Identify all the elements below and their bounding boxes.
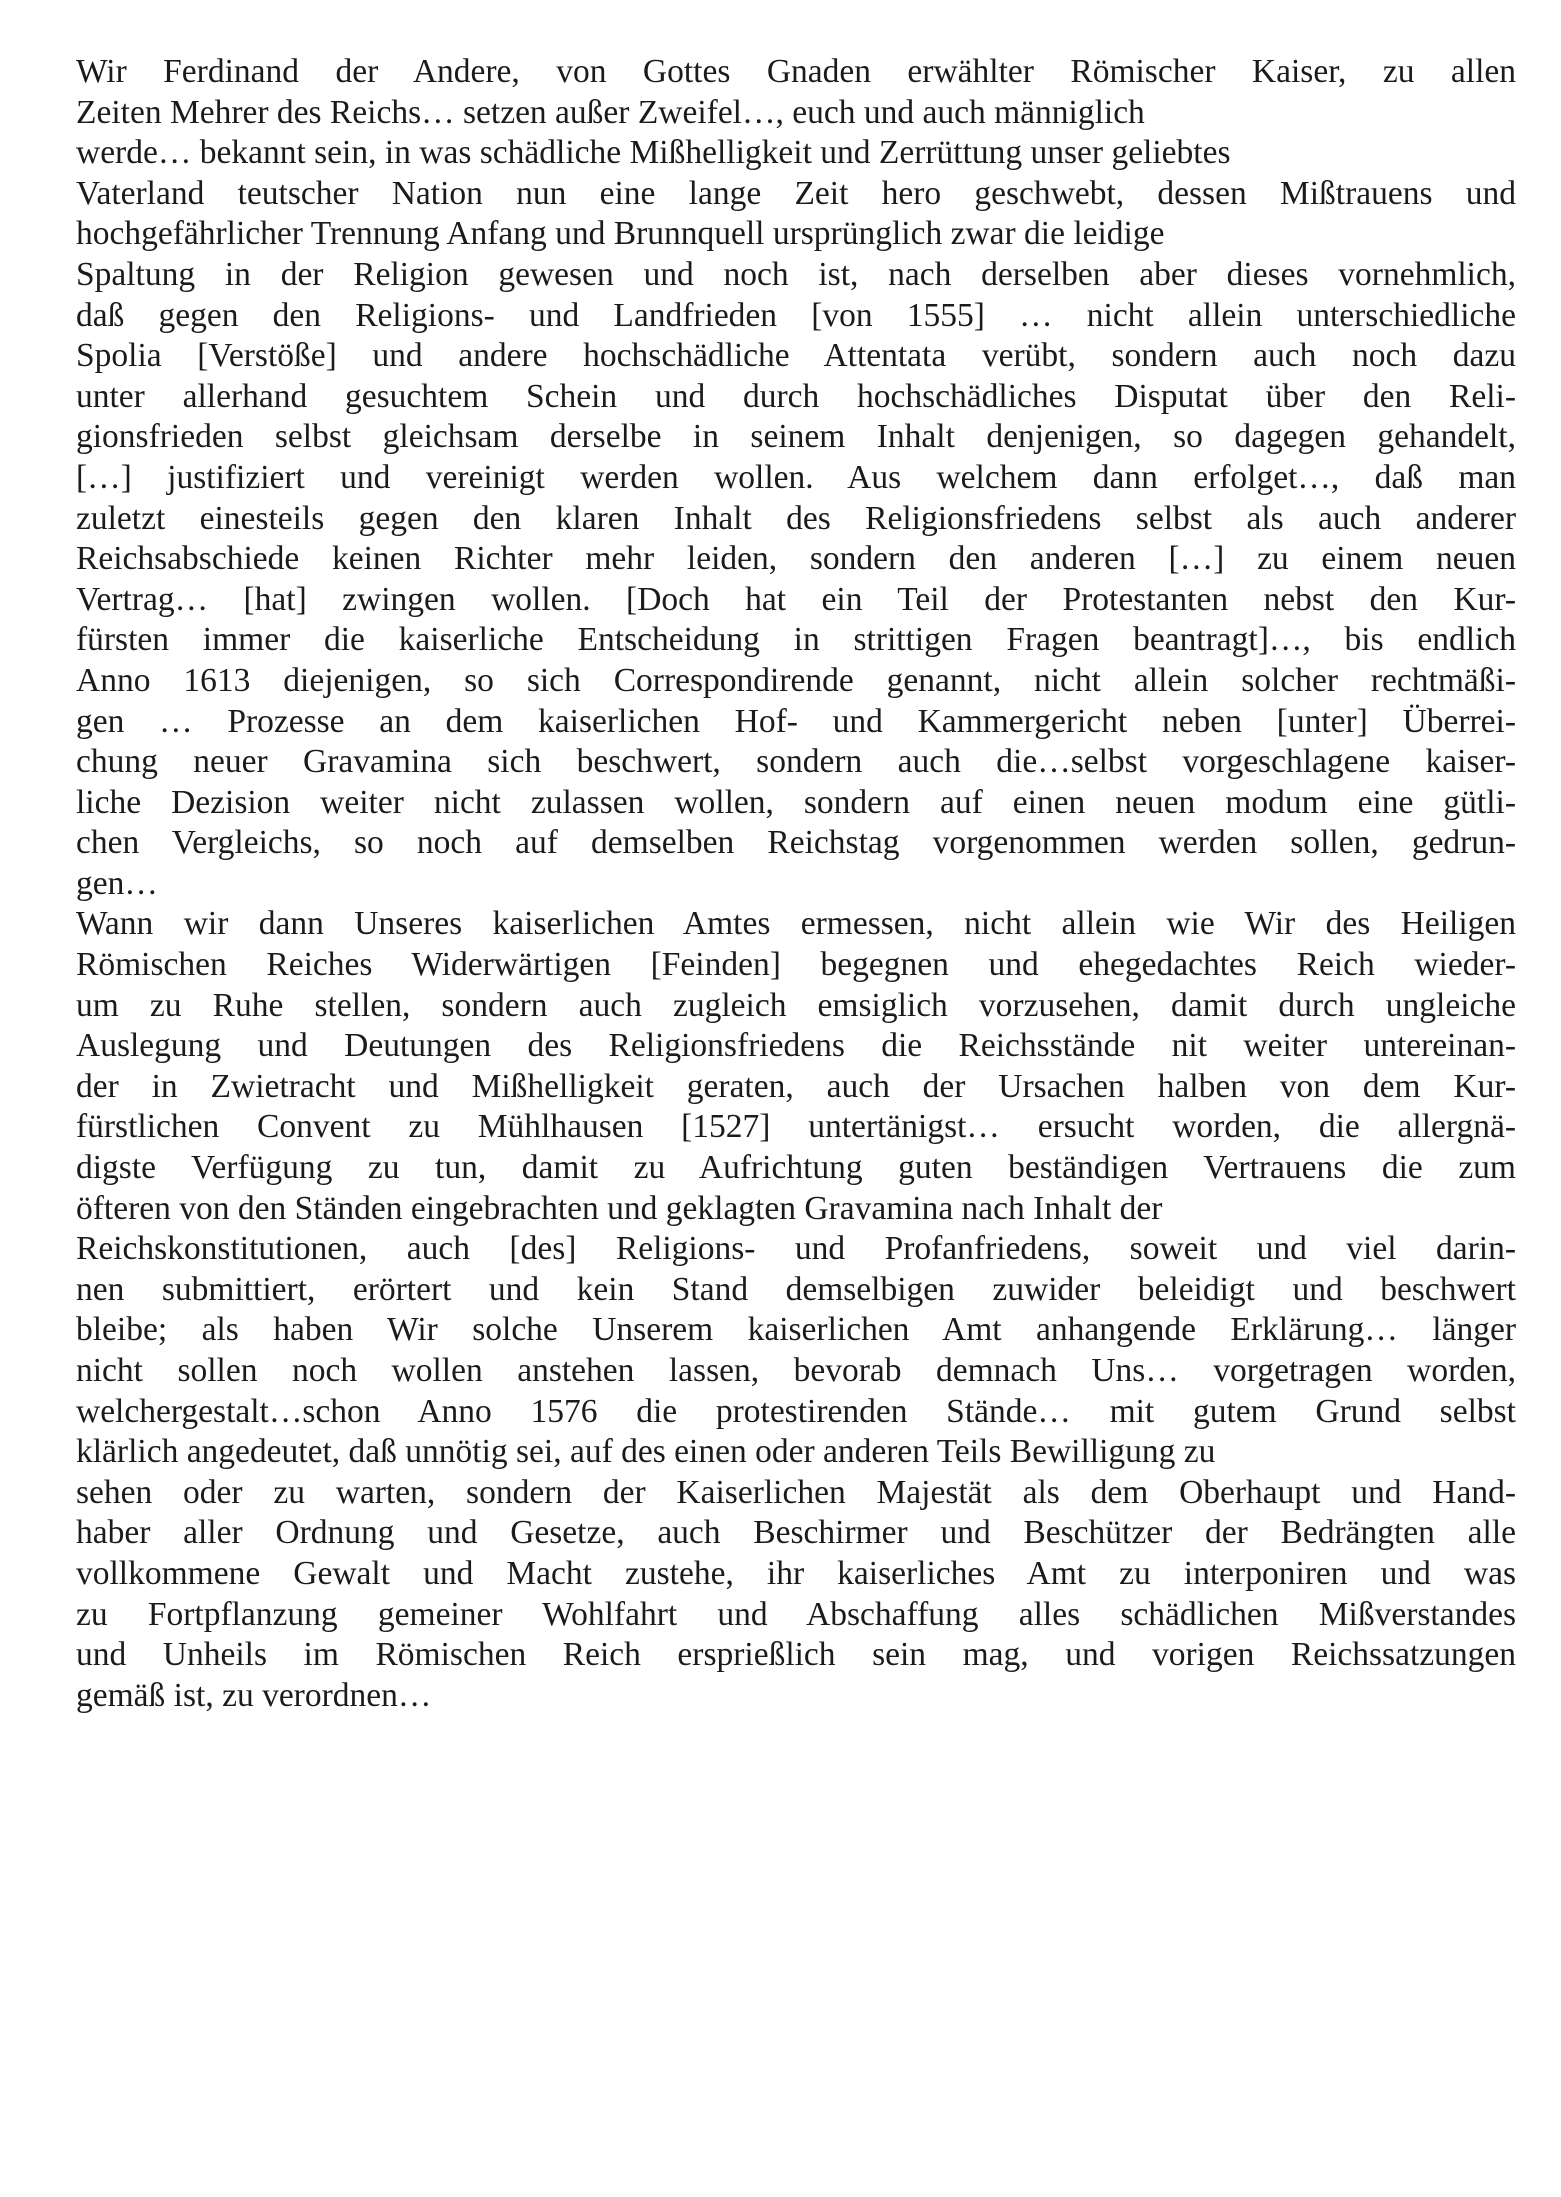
text-line: Vertrag… [hat] zwingen wollen. [Doch hat ein Teil der Protestanten nebst den Kur- xyxy=(76,580,1516,618)
text-line: digste Verfügung zu tun, damit zu Aufrichtung guten beständigen Vertrauens die zum xyxy=(76,1149,1516,1187)
paragraph xyxy=(76,904,1516,1716)
text-line: der in Zwietracht und Mißhelligkeit geraten, auch der Ursachen halben von dem Kur- xyxy=(76,1067,1516,1105)
text-line: gionsfrieden selbst gleichsam derselbe in seinem Inhalt denjenigen, so dagegen gehandelt, xyxy=(76,418,1516,456)
text-line: Anno 1613 diejenigen, so sich Correspondirende genannt, nicht allein solcher rechtmäßi- xyxy=(76,661,1516,699)
text-line: zuletzt einesteils gegen den klaren Inhalt des Religionsfriedens selbst als auch anderer xyxy=(76,499,1516,537)
text-line: […] justifiziert und vereinigt werden wollen. Aus welchem dann erfolget…, daß man xyxy=(76,458,1516,496)
text-line: Spolia [Verstöße] und andere hochschädliche Attentata verübt, sondern auch noch dazu xyxy=(76,337,1516,375)
text-line: werde… bekannt sein, in was schädliche Mißhelligkeit und Zerrüttung unser geliebtes xyxy=(76,134,1231,172)
text-line: zu Fortpflanzung gemeiner Wohlfahrt und Abschaffung alles schädlichen Mißverstandes xyxy=(76,1595,1516,1633)
text-line: nicht sollen noch wollen anstehen lassen, bevorab demnach Uns… vorgetragen worden, xyxy=(76,1352,1516,1389)
text-line: Wir Ferdinand der Andere, von Gottes Gnaden erwählter Römischer Kaiser, zu allen xyxy=(76,53,1516,90)
text-line: daß gegen den Religions- und Landfrieden [von 1555] … nicht allein unterschiedliche xyxy=(76,296,1516,334)
text-line: hochgefährlicher Trennung Anfang und Brunnquell ursprünglich zwar die leidige xyxy=(76,215,1165,253)
text-line: vollkommene Gewalt und Macht zustehe, ihr kaiserliches Amt zu interponiren und was xyxy=(76,1554,1516,1592)
text-line: klärlich angedeutet, daß unnötig sei, auf des einen oder anderen Teils Bewilligung zu xyxy=(76,1433,1216,1471)
text-line: Reichskonstitutionen, auch [des] Religions- und Profanfriedens, soweit und viel darin- xyxy=(76,1230,1516,1268)
text-line: fürsten immer die kaiserliche Entscheidung in strittigen Fragen beantragt]…, bis endlich xyxy=(76,621,1516,659)
text-line: gen… xyxy=(76,864,158,902)
body-text xyxy=(76,52,1516,1716)
text-line: sehen oder zu warten, sondern der Kaiserlichen Majestät als dem Oberhaupt und Hand- xyxy=(76,1473,1516,1511)
text-line: Auslegung und Deutungen des Religionsfriedens die Reichsstände nit weiter untereinan- xyxy=(76,1027,1516,1065)
text-line: Reichsabschiede keinen Richter mehr leiden, sondern den anderen […] zu einem neuen xyxy=(76,540,1516,578)
text-line: öfteren von den Ständen eingebrachten und geklagten Gravamina nach Inhalt der xyxy=(76,1189,1163,1227)
text-line: liche Dezision weiter nicht zulassen wollen, sondern auf einen neuen modum eine gütli- xyxy=(76,783,1516,821)
text-line: und Unheils im Römischen Reich ersprießlich sein mag, und vorigen Reichssatzungen xyxy=(76,1636,1516,1674)
text-line: Vaterland teutscher Nation nun eine lange Zeit hero geschwebt, dessen Mißtrauens und xyxy=(76,174,1516,212)
text-line: Zeiten Mehrer des Reichs… setzen außer Zweifel…, euch und auch männiglich xyxy=(76,93,1145,131)
text-line: chung neuer Gravamina sich beschwert, sondern auch die…selbst vorgeschlagene kaiser- xyxy=(76,743,1516,781)
text-line: gen … Prozesse an dem kaiserlichen Hof- und Kammergericht neben [unter] Überrei- xyxy=(76,702,1516,740)
text-line: Spaltung in der Religion gewesen und noch ist, nach derselben aber dieses vornehmlich, xyxy=(76,255,1516,293)
text-line: fürstlichen Convent zu Mühlhausen [1527] untertänigst… ersucht worden, die allergnä- xyxy=(76,1108,1516,1146)
text-line: unter allerhand gesuchtem Schein und durch hochschädliches Disputat über den Reli- xyxy=(76,377,1516,415)
text-line: nen submittiert, erörtert und kein Stand demselbigen zuwider beleidigt und beschwert xyxy=(76,1270,1516,1308)
text-line: chen Vergleichs, so noch auf demselben Reichstag vorgenommen werden sollen, gedrun- xyxy=(76,824,1516,862)
text-line: um zu Ruhe stellen, sondern auch zugleich emsiglich vorzusehen, damit durch ungleiche xyxy=(76,986,1516,1024)
text-line: bleibe; als haben Wir solche Unserem kaiserlichen Amt anhangende Erklärung… länger xyxy=(76,1311,1516,1349)
text-line: gemäß ist, zu verordnen… xyxy=(76,1676,432,1714)
text-line: Römischen Reiches Widerwärtigen [Feinden] begegnen und ehegedachtes Reich wieder- xyxy=(76,946,1516,984)
text-line: Wann wir dann Unseres kaiserlichen Amtes ermessen, nicht allein wie Wir des Heiligen xyxy=(76,905,1516,943)
text-line: welchergestalt…schon Anno 1576 die protestirenden Stände… mit gutem Grund selbst xyxy=(76,1392,1516,1430)
paragraph xyxy=(76,52,1516,904)
text-line: haber aller Ordnung und Gesetze, auch Beschirmer und Beschützer der Bedrängten alle xyxy=(76,1514,1516,1552)
